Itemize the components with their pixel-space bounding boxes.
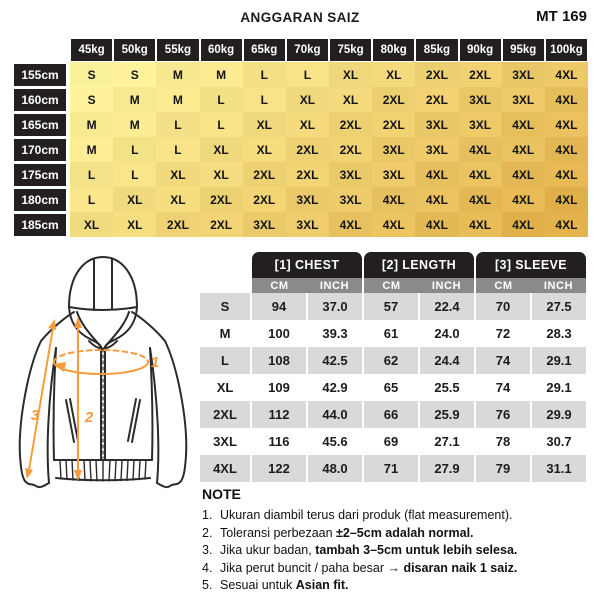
measurement-value: 116 [268,434,290,449]
matrix-size-cell: 2XL [243,187,286,212]
note-text [220,560,517,578]
size-matrix [70,38,588,237]
matrix-size-cell: 4XL [372,187,415,212]
matrix-size-cell: L [70,187,113,212]
measurement-value: 39.3 [322,326,348,341]
weight-header: 85kg [415,38,458,62]
size-label: S [200,293,250,320]
matrix-size-cell: 2XL [372,87,415,112]
matrix-size-cell: XL [156,162,199,187]
measurement-value: 29.9 [532,401,586,428]
height-label: 185cm [14,214,66,236]
sleeve-arrowhead-bottom [25,468,33,479]
measurement-value: 69 [383,434,399,449]
unit-header-bar [364,278,474,293]
weight-header: 60kg [200,38,243,62]
measurement-value: 24.4 [420,347,474,374]
measurement-value: 112 [252,401,306,428]
matrix-size-cell: 4XL [415,162,458,187]
matrix-size-cell: 4XL [415,187,458,212]
height-label: 170cm [14,139,66,161]
measurement-table [200,252,586,482]
weight-header: 80kg [372,38,415,62]
note-number: 2. [202,525,213,540]
matrix-size-cell: XL [243,112,286,137]
matrix-size-cell: L [200,112,243,137]
measurement-value: 42.9 [322,380,348,395]
matrix-size-cell: 4XL [459,212,502,237]
matrix-size-cell: L [70,162,113,187]
note-text-bold: tambah 3–5cm untuk lebih selesa. [315,543,518,557]
unit-header: INCH [319,279,350,292]
matrix-size-cell: 4XL [545,212,588,237]
measurement-value: 44.0 [308,401,362,428]
matrix-size-cell: M [156,62,199,87]
unit-header: CM [270,279,289,292]
matrix-size-cell: 2XL [415,62,458,87]
weight-header: 55kg [156,38,199,62]
matrix-size-cell: M [113,112,156,137]
weight-header: 45kg [70,38,113,62]
matrix-size-cell: 2XL [286,162,329,187]
measurement-value: 24.0 [434,326,460,341]
matrix-size-cell: 3XL [329,162,372,187]
matrix-size-cell: M [200,62,243,87]
mtable-corner [200,252,250,278]
measurement-group-header: [3] SLEEVE [476,252,586,278]
matrix-size-cell: L [243,87,286,112]
matrix-size-cell: 4XL [545,187,588,212]
note-text-bold: Asian fit. [295,578,349,592]
matrix-size-cell: 4XL [545,87,588,112]
matrix-size-cell: L [286,62,329,87]
height-label: 155cm [14,64,66,86]
matrix-size-cell: XL [286,112,329,137]
matrix-size-cell: 2XL [200,212,243,237]
measurement-value: 94 [252,293,306,320]
measurement-value: 45.6 [322,434,348,449]
measurement-value: 25.9 [420,401,474,428]
measurement-value: 61 [383,326,399,341]
measurement-value: 27.5 [532,293,586,320]
sleeve-arrowhead-top [48,319,56,330]
note-text [220,525,474,543]
matrix-size-cell: 2XL [329,112,372,137]
measurement-value: 62 [364,347,418,374]
measurement-value: 57 [364,293,418,320]
note-item [202,560,594,578]
measurement-value: 70 [476,293,530,320]
unit-header: INCH [543,279,574,292]
measurement-value: 72 [495,326,511,341]
height-label: 175cm [14,164,66,186]
matrix-size-cell: S [70,62,113,87]
unit-header-bar [476,278,586,293]
weight-header: 90kg [459,38,502,62]
sleeve-right-outer [165,341,186,481]
matrix-size-cell: 4XL [415,212,458,237]
weight-header: 70kg [286,38,329,62]
matrix-size-cell: XL [70,212,113,237]
mtable-unit-corner [200,278,250,293]
matrix-size-cell: XL [200,137,243,162]
measurement-value: 65 [383,380,399,395]
measurement-value: 28.3 [546,326,572,341]
matrix-size-cell: L [200,87,243,112]
matrix-size-cell: M [156,87,199,112]
hood-rim [69,307,137,310]
matrix-size-cell: 4XL [545,137,588,162]
matrix-size-cell: 2XL [156,212,199,237]
matrix-size-cell: 4XL [459,162,502,187]
measurement-value: 66 [364,401,418,428]
shoulder-left [41,312,74,341]
matrix-size-cell: 3XL [286,187,329,212]
matrix-size-cell: 3XL [502,87,545,112]
matrix-size-cell: XL [372,62,415,87]
size-label: M [219,326,231,341]
weight-header: 100kg [545,38,588,62]
size-label: 3XL [213,434,237,449]
matrix-size-cell: 4XL [329,212,372,237]
note-item [202,542,594,560]
matrix-size-cell: 2XL [200,187,243,212]
matrix-size-cell: 2XL [415,87,458,112]
note-text [220,577,349,595]
measurement-value: 25.5 [434,380,460,395]
matrix-size-cell: 4XL [545,62,588,87]
callout-1: 1 [150,354,160,371]
note-text-bold: disaran naik 1 saiz. [403,560,518,575]
matrix-size-cell: L [113,162,156,187]
measurement-value: 122 [252,455,306,482]
matrix-size-cell: 2XL [286,137,329,162]
matrix-size-cell: 3XL [372,137,415,162]
note-text-normal: Ukuran diambil terus dari produk (flat measurement). [220,508,513,522]
matrix-size-cell: 4XL [502,137,545,162]
unit-header-bar [252,278,362,293]
size-matrix-height-column [14,38,68,237]
matrix-size-cell: 3XL [243,212,286,237]
matrix-size-cell: 4XL [459,137,502,162]
matrix-size-cell: 4XL [502,112,545,137]
matrix-size-cell: M [70,112,113,137]
measurement-value: 74 [495,380,511,395]
note-text-normal: Jika ukur badan, [220,543,316,557]
size-label: L [200,347,250,374]
matrix-size-cell: XL [286,87,329,112]
pocket-right [128,399,140,442]
measurement-value: 78 [495,434,511,449]
matrix-size-cell: 2XL [243,162,286,187]
note-text-normal: Jika perut buncit / paha besar → [220,560,404,575]
height-label: 165cm [14,114,66,136]
matrix-size-cell: XL [200,162,243,187]
matrix-size-cell: 2XL [459,62,502,87]
matrix-corner-cell [14,38,68,62]
note-number: 5. [202,578,213,592]
measurement-value: 76 [476,401,530,428]
matrix-size-cell: 2XL [372,112,415,137]
matrix-size-cell: XL [329,87,372,112]
shoulder-right [132,312,165,341]
note-item [202,525,594,543]
matrix-size-cell: 3XL [502,62,545,87]
measurement-value: 74 [476,347,530,374]
matrix-size-cell: 2XL [329,137,372,162]
note-number: 3. [202,543,213,557]
note-text [220,507,512,525]
weight-header: 50kg [113,38,156,62]
measurement-value: 37.0 [308,293,362,320]
matrix-size-cell: L [243,62,286,87]
matrix-size-cell: L [113,137,156,162]
note-number: 1. [202,508,213,522]
note-item [202,577,594,595]
note-text-normal: Toleransi perbezaan [220,525,337,540]
matrix-size-cell: XL [113,212,156,237]
collar [89,341,117,349]
matrix-size-cell: 3XL [415,137,458,162]
note-text [220,542,517,560]
measurement-value: 100 [268,326,290,341]
matrix-size-cell: 4XL [459,187,502,212]
matrix-size-cell: 4XL [502,187,545,212]
size-label: 2XL [200,401,250,428]
size-label: 4XL [200,455,250,482]
weight-header: 95kg [502,38,545,62]
matrix-size-cell: 3XL [459,112,502,137]
matrix-size-cell: 3XL [286,212,329,237]
unit-header: CM [382,279,401,292]
matrix-size-cell: L [156,137,199,162]
matrix-size-cell: XL [243,137,286,162]
pocket-left [66,399,78,442]
callout-2: 2 [84,409,94,426]
size-label: XL [216,380,234,395]
matrix-size-cell: 3XL [372,162,415,187]
unit-header: CM [494,279,513,292]
jacket-diagram [10,250,202,495]
measurement-value: 42.5 [308,347,362,374]
matrix-size-cell: M [70,137,113,162]
notes-title: NOTE [202,486,241,502]
note-number: 4. [202,560,213,575]
hood-outline [69,257,137,307]
product-code: MT 169 [536,8,587,25]
page-title: ANGGARAN SAIZ [240,10,360,25]
hem-ribs [60,460,146,481]
measurement-value: 30.7 [546,434,572,449]
matrix-size-cell: 4XL [502,212,545,237]
weight-header: 75kg [329,38,372,62]
matrix-size-cell: 4XL [502,162,545,187]
height-label: 180cm [14,189,66,211]
height-label: 160cm [14,89,66,111]
measurement-arrows [25,317,148,481]
callout-3: 3 [30,407,40,424]
cuff-right [157,481,181,487]
matrix-size-cell: XL [329,62,372,87]
matrix-size-cell: XL [156,187,199,212]
measurement-value: 29.1 [532,347,586,374]
matrix-size-cell: 4XL [545,112,588,137]
measurement-value: 79 [476,455,530,482]
matrix-size-cell: S [70,87,113,112]
measurement-value: 31.1 [532,455,586,482]
cuff-left [25,481,49,487]
measurement-value: 27.1 [434,434,460,449]
matrix-size-cell: 3XL [415,112,458,137]
weight-header: 65kg [243,38,286,62]
measurement-value: 29.1 [546,380,572,395]
notes-section [202,486,594,595]
unit-header: INCH [431,279,462,292]
measurement-value: 109 [268,380,290,395]
measurement-value: 48.0 [308,455,362,482]
measurement-value: 27.9 [420,455,474,482]
matrix-size-cell: 4XL [372,212,415,237]
matrix-size-cell: 3XL [459,87,502,112]
note-text-normal: Sesuai untuk [220,578,296,592]
matrix-size-cell: S [113,62,156,87]
matrix-size-cell: XL [113,187,156,212]
measurement-group-header: [2] LENGTH [364,252,474,278]
matrix-size-cell: M [113,87,156,112]
measurement-group-header: [1] CHEST [252,252,362,278]
note-item [202,507,594,525]
measurement-value: 22.4 [420,293,474,320]
measurement-value: 108 [252,347,306,374]
note-text-bold: ±2–5cm adalah normal. [336,525,474,540]
measurement-value: 71 [364,455,418,482]
notes-list [202,507,594,595]
matrix-size-cell: L [156,112,199,137]
matrix-size-cell: 3XL [329,187,372,212]
matrix-size-cell: 4XL [545,162,588,187]
